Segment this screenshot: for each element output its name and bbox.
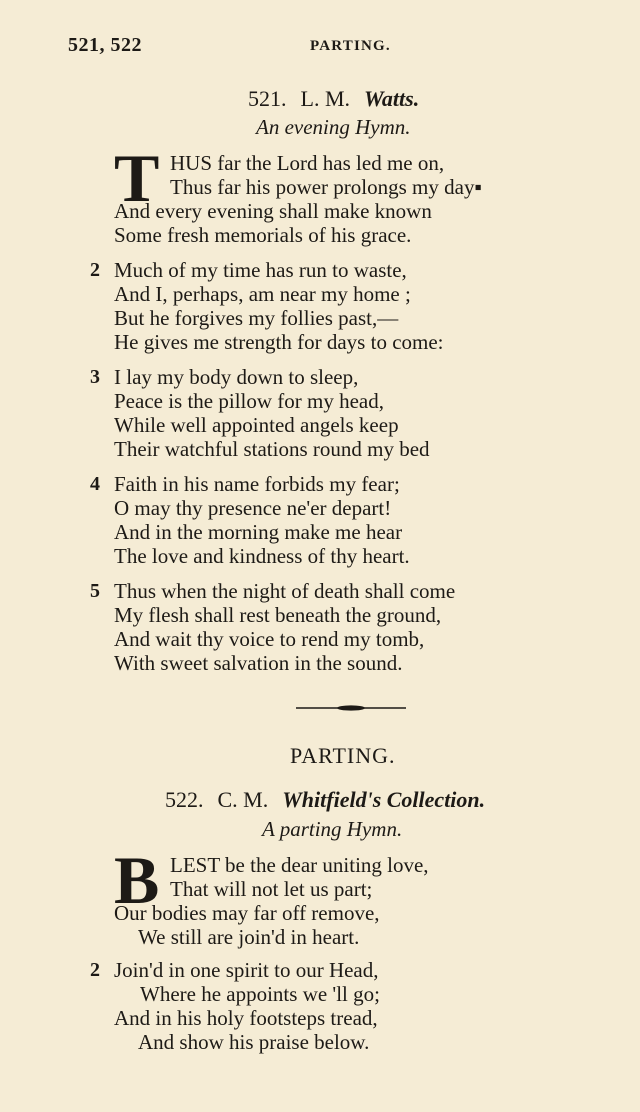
hymn-521-s3-l4: Their watchful stations round my bed [114,437,430,461]
hymn-521-first-line: HUS far the Lord has led me on, [170,151,445,175]
hymn-522-s2-l4: And show his praise below. [138,1030,370,1054]
hymn-521-s5-l4: With sweet salvation in the sound. [114,651,403,675]
hymn-521-s2-l3: But he forgives my follies past,— [114,306,399,330]
hymn-521-s3-number: 3 [90,366,100,388]
hymn-521-s2-l1: Much of my time has run to waste, [114,258,407,282]
hymn-521-s5-l2: My flesh shall rest beneath the ground, [114,603,442,627]
hymn-522-first-line: LEST be the dear uniting love, [170,853,429,877]
hymn-521-s4-number: 4 [90,473,100,495]
hymn-521-s3-l3: While well appointed angels keep [114,413,399,437]
hymn-521-s5-number: 5 [90,580,100,602]
hymn-521-meter: L. M. [300,86,350,111]
hymn-522-author: Whitfield's Collection. [282,787,486,812]
hymn-521-s3-l1: I lay my body down to sleep, [114,365,359,389]
section-title: PARTING. [290,743,396,768]
hymn-521-s4-l1: Faith in his name forbids my fear; [114,472,400,496]
hymn-521-s4-l3: And in the morning make me hear [114,520,403,544]
hymn-522-subtitle: A parting Hymn. [262,817,403,841]
hymn-522-meter: C. M. [217,787,269,812]
hymn-522-dropcap: B [114,842,160,918]
page-numbers: 521, 522 [68,34,142,56]
hymn-521-s1-l2: And every evening shall make known [114,199,432,223]
hymn-522-s1-l3: We still are join'd in heart. [138,925,360,949]
hymn-522-number: 522. [165,787,204,812]
hymn-522-s1-l1: That will not let us part; [170,877,373,901]
hymn-522-heading [165,787,485,813]
hymn-521-s2-number: 2 [90,259,100,281]
hymn-521-s4-l4: The love and kindness of thy heart. [114,544,410,568]
hymn-522-s2-l1: Join'd in one spirit to our Head, [114,958,379,982]
hymn-521-s5-l1: Thus when the night of death shall come [114,579,456,603]
hymn-521-dropcap: T [114,140,160,216]
ornamental-divider [296,704,406,712]
hymn-521-s2-l2: And I, perhaps, am near my home ; [114,282,411,306]
hymn-522-s2-l3: And in his holy footsteps tread, [114,1006,378,1030]
running-title: PARTING. [310,38,391,54]
hymn-522-s1-l2: Our bodies may far off remove, [114,901,380,925]
hymn-521-subtitle: An evening Hymn. [256,115,411,139]
hymn-521-s1-l1: Thus far his power prolongs my day▪ [170,175,482,199]
hymn-521-s3-l2: Peace is the pillow for my head, [114,389,385,413]
hymn-522-s2-number: 2 [90,959,100,981]
hymn-522-s2-l2: Where he appoints we 'll go; [140,982,380,1006]
hymn-521-heading [248,86,419,112]
hymn-521-s1-l3: Some fresh memorials of his grace. [114,223,412,247]
hymn-521-s5-l3: And wait thy voice to rend my tomb, [114,627,425,651]
hymn-521-s2-l4: He gives me strength for days to come: [114,330,444,354]
hymn-521-author: Watts. [364,86,420,111]
hymn-521-s4-l2: O may thy presence ne'er depart! [114,496,392,520]
hymn-521-number: 521. [248,86,287,111]
